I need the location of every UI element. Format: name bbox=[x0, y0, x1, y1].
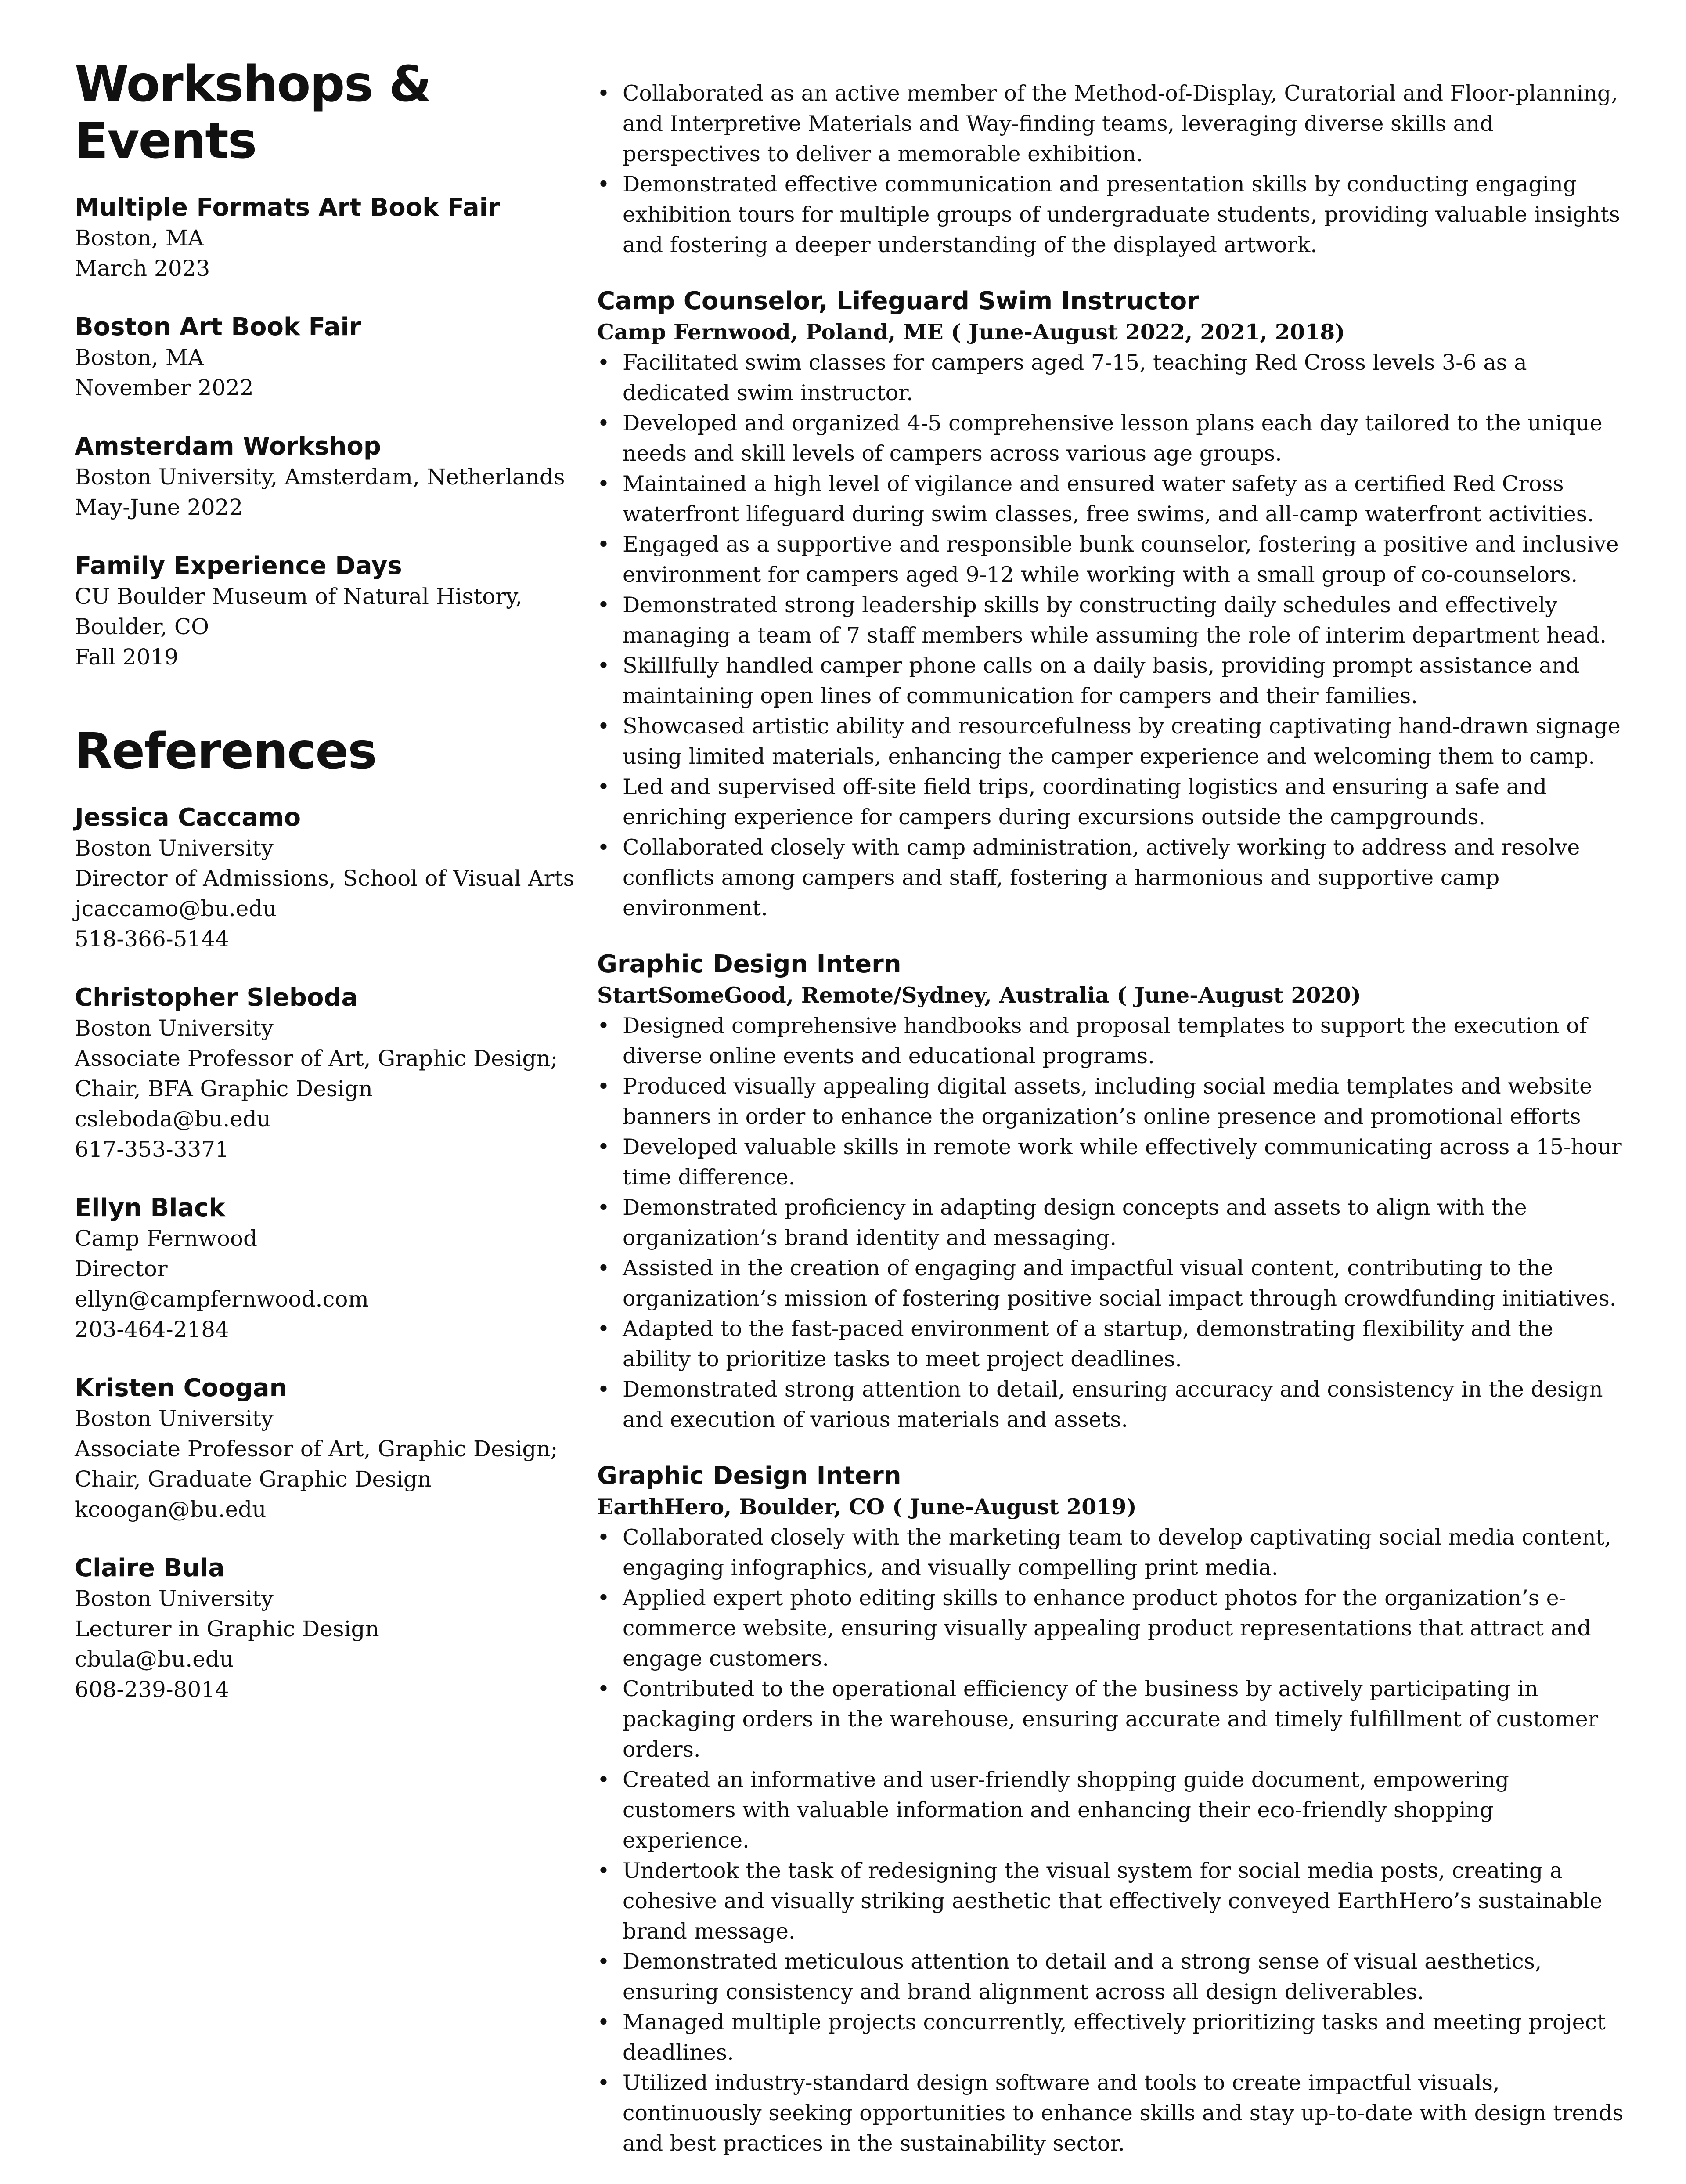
right-column bbox=[597, 78, 1625, 2184]
reference-phone: 617-353-3371 bbox=[75, 1137, 229, 1162]
reference-name: Kristen Coogan bbox=[75, 1374, 287, 1403]
bullet-item: • Facilitated swim classes for campers aged 7-15, teaching Red Cross levels 3-6 as a dedicated swim instructor. bbox=[597, 347, 1625, 408]
reference-line: Associate Professor of Art, Graphic Design; bbox=[75, 1436, 558, 1462]
bullet-item: • Adapted to the fast-paced environment of a startup, demonstrating flexibility and the ability to prioritize tasks to meet project deadlines. bbox=[597, 1314, 1625, 1374]
reference-name: Ellyn Black bbox=[75, 1194, 225, 1223]
workshop-entry bbox=[75, 192, 597, 284]
reference-line: Camp Fernwood bbox=[75, 1226, 258, 1252]
workshop-date: November 2022 bbox=[75, 375, 254, 401]
reference-line: Associate Professor of Art, Graphic Design; bbox=[75, 1046, 558, 1072]
bullet-item: • Showcased artistic ability and resourcefulness by creating captivating hand-drawn signage using limited materials, enhancing the camper experience and welcoming them to camp. bbox=[597, 711, 1625, 772]
reference-entry bbox=[75, 1193, 597, 1345]
reference-email: ellyn@campfernwood.com bbox=[75, 1286, 369, 1312]
workshop-location: Boston University, Amsterdam, Netherlands bbox=[75, 464, 565, 490]
reference-entry bbox=[75, 982, 597, 1165]
bullet-item: • Maintained a high level of vigilance and ensured water safety as a certified Red Cross waterfront lifeguard during swim classes, free swims, and all-camp waterfront activities. bbox=[597, 469, 1625, 529]
bullet-item: • Created an informative and user-friendly shopping guide document, empowering customers with valuable information and enhancing their eco-friendly shopping experience. bbox=[597, 1765, 1625, 1855]
bullet-list bbox=[597, 1522, 1625, 2159]
bullet-item: • Demonstrated strong attention to detail, ensuring accuracy and consistency in the design and execution of various materials and assets. bbox=[597, 1374, 1625, 1435]
left-column bbox=[75, 56, 597, 1733]
reference-line: Chair, Graduate Graphic Design bbox=[75, 1466, 432, 1492]
job-entry bbox=[597, 285, 1625, 923]
reference-line: Director of Admissions, School of Visual Arts bbox=[75, 866, 575, 892]
job-organization: StartSomeGood, Remote/Sydney, Australia ( June-August 2020) bbox=[597, 982, 1361, 1008]
reference-line: Boston University bbox=[75, 1586, 274, 1612]
workshop-date: March 2023 bbox=[75, 255, 210, 281]
bullet-list bbox=[597, 347, 1625, 923]
bullet-item: • Demonstrated strong leadership skills by constructing daily schedules and effectively managing a team of 7 staff members while assuming the role of interim department head. bbox=[597, 590, 1625, 650]
bullet-item: • Designed comprehensive handbooks and proposal templates to support the execution of diverse online events and educational programs. bbox=[597, 1011, 1625, 1071]
bullet-list bbox=[597, 1011, 1625, 1435]
workshop-location: Boston, MA bbox=[75, 225, 204, 251]
reference-name: Christopher Sleboda bbox=[75, 983, 358, 1012]
workshop-entry bbox=[75, 431, 597, 523]
workshop-name: Family Experience Days bbox=[75, 551, 402, 580]
bullet-item: • Demonstrated meticulous attention to detail and a strong sense of visual aesthetics, ensuring consistency and brand alignment across all design deliverables. bbox=[597, 1946, 1625, 2007]
reference-phone: 608-239-8014 bbox=[75, 1677, 229, 1703]
reference-phone: 518-366-5144 bbox=[75, 926, 229, 952]
reference-line: Boston University bbox=[75, 835, 274, 861]
job-title: Camp Counselor, Lifeguard Swim Instructor bbox=[597, 287, 1199, 315]
reference-email: csleboda@bu.edu bbox=[75, 1106, 271, 1132]
bullet-item: • Collaborated closely with the marketing team to develop captivating social media content, engaging infographics, and visually compelling print media. bbox=[597, 1522, 1625, 1583]
bullet-item: • Undertook the task of redesigning the visual system for social media posts, creating a cohesive and visually striking aesthetic that effectively conveyed EarthHero’s sustainable brand message. bbox=[597, 1855, 1625, 1946]
bullet-item: • Assisted in the creation of engaging and impactful visual content, contributing to the organization’s mission of fostering positive social impact through crowdfunding initiatives. bbox=[597, 1253, 1625, 1314]
bullet-item: • Produced visually appealing digital assets, including social media templates and website banners in order to enhance the organization’s online presence and promotional efforts bbox=[597, 1071, 1625, 1132]
job-organization: EarthHero, Boulder, CO ( June-August 2019) bbox=[597, 1494, 1137, 1520]
bullet-item: • Collaborated as an active member of the Method-of-Display, Curatorial and Floor-planning, and Interpretive Materials and Way-finding teams, leveraging diverse skills and perspectives to deliver a memorable exhibition. bbox=[597, 78, 1625, 169]
workshop-location: Boulder, CO bbox=[75, 614, 209, 639]
bullet-item: • Demonstrated proficiency in adapting design concepts and assets to align with the organization’s brand identity and messaging. bbox=[597, 1192, 1625, 1253]
reference-line: Lecturer in Graphic Design bbox=[75, 1616, 379, 1642]
reference-line: Boston University bbox=[75, 1406, 274, 1432]
reference-email: jcaccamo@bu.edu bbox=[75, 896, 277, 922]
bullet-item: • Applied expert photo editing skills to enhance product photos for the organization’s e-commerce website, ensuring visually appealing product representations that attract and engage customers. bbox=[597, 1583, 1625, 1674]
reference-entry bbox=[75, 1373, 597, 1525]
bullet-list bbox=[597, 78, 1625, 260]
workshop-location: Boston, MA bbox=[75, 344, 204, 370]
bullet-item: • Engaged as a supportive and responsible bunk counselor, fostering a positive and inclusive environment for campers aged 9-12 while working with a small group of co-counselors. bbox=[597, 529, 1625, 590]
workshop-date: Fall 2019 bbox=[75, 644, 179, 670]
workshop-date: May-June 2022 bbox=[75, 494, 243, 520]
workshop-location: CU Boulder Museum of Natural History, bbox=[75, 583, 522, 609]
reference-phone: 203-464-2184 bbox=[75, 1317, 229, 1343]
reference-entry bbox=[75, 802, 597, 954]
reference-name: Jessica Caccamo bbox=[75, 803, 301, 832]
job-title: Graphic Design Intern bbox=[597, 950, 901, 978]
bullet-item: • Contributed to the operational efficiency of the business by actively participating in packaging orders in the warehouse, ensuring accurate and timely fulfillment of customer orders. bbox=[597, 1674, 1625, 1765]
bullet-item: • Managed multiple projects concurrently, effectively prioritizing tasks and meeting project deadlines. bbox=[597, 2007, 1625, 2068]
bullet-item: • Led and supervised off-site field trips, coordinating logistics and ensuring a safe and enriching experience for campers during excursions outside the campgrounds. bbox=[597, 772, 1625, 832]
job-entry bbox=[597, 949, 1625, 1435]
reference-line: Director bbox=[75, 1256, 168, 1282]
workshop-entry bbox=[75, 551, 597, 672]
reference-email: cbula@bu.edu bbox=[75, 1646, 234, 1672]
job-entry bbox=[597, 1460, 1625, 2159]
workshops-title: Workshops & Events bbox=[75, 56, 431, 170]
bullet-item: • Utilized industry-standard design software and tools to create impactful visuals, continuously seeking opportunities to enhance skills and stay up-to-date with design trends and best practices in the sustainability sector. bbox=[597, 2068, 1625, 2159]
references-title: References bbox=[75, 722, 376, 780]
reference-email: kcoogan@bu.edu bbox=[75, 1497, 267, 1523]
bullet-item: • Collaborated closely with camp administration, actively working to address and resolve conflicts among campers and staff, fostering a harmonious and supportive camp environment. bbox=[597, 832, 1625, 923]
reference-line: Chair, BFA Graphic Design bbox=[75, 1076, 373, 1102]
continued-experience bbox=[597, 78, 1625, 260]
reference-name: Claire Bula bbox=[75, 1554, 225, 1583]
reference-entry bbox=[75, 1553, 597, 1705]
workshop-entry bbox=[75, 312, 597, 403]
workshop-name: Amsterdam Workshop bbox=[75, 432, 381, 461]
bullet-item: • Demonstrated effective communication and presentation skills by conducting engaging exhibition tours for multiple groups of undergraduate students, providing valuable insights and fostering a deeper understanding of the displayed artwork. bbox=[597, 169, 1625, 260]
bullet-item: • Developed and organized 4-5 comprehensive lesson plans each day tailored to the unique needs and skill levels of campers across various age groups. bbox=[597, 408, 1625, 469]
workshop-name: Multiple Formats Art Book Fair bbox=[75, 193, 500, 222]
job-title: Graphic Design Intern bbox=[597, 1462, 901, 1490]
bullet-item: • Skillfully handled camper phone calls on a daily basis, providing prompt assistance and maintaining open lines of communication for campers and their families. bbox=[597, 650, 1625, 711]
job-organization: Camp Fernwood, Poland, ME ( June-August 2022, 2021, 2018) bbox=[597, 319, 1345, 345]
workshop-name: Boston Art Book Fair bbox=[75, 312, 361, 341]
bullet-item: • Developed valuable skills in remote work while effectively communicating across a 15-hour time difference. bbox=[597, 1132, 1625, 1192]
reference-line: Boston University bbox=[75, 1015, 274, 1041]
